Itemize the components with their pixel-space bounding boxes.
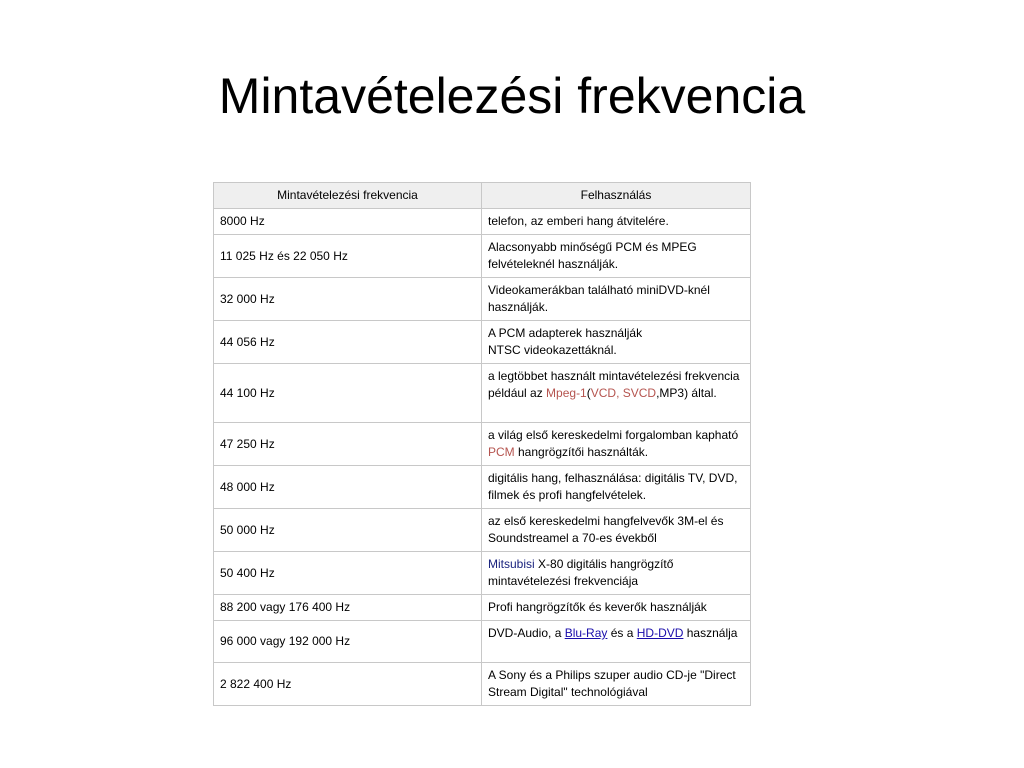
table-row — [214, 466, 751, 509]
usage-text: A PCM adapterek használják — [488, 326, 643, 340]
frequency-cell: 48 000 Hz — [214, 466, 482, 509]
table-row — [214, 423, 751, 466]
usage-text: Alacsonyabb minőségű PCM és MPEG felvételeknél használják. — [488, 240, 697, 271]
usage-text: hangrögzítői használták. — [514, 445, 649, 459]
usage-text: a legtöbbet használt mintavételezési frekvencia például az — [488, 369, 740, 400]
link[interactable]: VCD, SVCD — [590, 386, 657, 400]
usage-cell — [482, 509, 751, 552]
usage-cell — [482, 278, 751, 321]
usage-text: DVD-Audio, a — [488, 626, 565, 640]
table-row — [214, 595, 751, 621]
frequency-cell: 2 822 400 Hz — [214, 663, 482, 706]
frequency-cell: 8000 Hz — [214, 209, 482, 235]
usage-text: az első kereskedelmi hangfelvevők 3M-el és Soundstreamel a 70-es évekből — [488, 514, 724, 545]
usage-text: és a — [607, 626, 637, 640]
link[interactable]: HD-DVD — [636, 626, 684, 640]
frequency-cell: 11 025 Hz és 22 050 Hz — [214, 235, 482, 278]
frequency-cell: 50 400 Hz — [214, 552, 482, 595]
usage-text: A Sony és a Philips szuper audio CD-je "Direct Stream Digital" technológiával — [488, 668, 736, 699]
usage-cell — [482, 321, 751, 364]
usage-text: Profi hangrögzítők és keverők használják — [488, 600, 707, 614]
frequency-cell: 50 000 Hz — [214, 509, 482, 552]
usage-text: NTSC videokazettáknál. — [488, 343, 617, 357]
usage-cell — [482, 235, 751, 278]
usage-cell — [482, 209, 751, 235]
table-body — [214, 209, 751, 706]
usage-cell — [482, 466, 751, 509]
link[interactable]: Blu-Ray — [564, 626, 608, 640]
frequency-cell: 44 056 Hz — [214, 321, 482, 364]
header-usage: Felhasználás — [482, 183, 751, 209]
usage-cell — [482, 621, 751, 663]
frequency-cell: 96 000 vagy 192 000 Hz — [214, 621, 482, 663]
slide-title: Mintavételezési frekvencia — [218, 68, 806, 124]
link[interactable]: Mpeg-1 — [546, 386, 587, 400]
usage-text: a világ első kereskedelmi forgalomban kapható — [488, 428, 739, 442]
frequency-cell: 47 250 Hz — [214, 423, 482, 466]
usage-cell — [482, 423, 751, 466]
table-row — [214, 321, 751, 364]
table-header-row — [214, 183, 751, 209]
usage-text: digitális hang, felhasználása: digitális TV, DVD, filmek és profi hangfelvételek. — [488, 471, 738, 502]
table-row — [214, 552, 751, 595]
usage-cell — [482, 663, 751, 706]
frequency-cell: 44 100 Hz — [214, 364, 482, 423]
frequency-cell: 88 200 vagy 176 400 Hz — [214, 595, 482, 621]
highlighted-text: Mitsubisi — [488, 557, 535, 571]
usage-text: ( — [586, 386, 591, 400]
table-row — [214, 663, 751, 706]
usage-text: telefon, az emberi hang átvitelére. — [488, 214, 669, 228]
table-row — [214, 235, 751, 278]
table-row — [214, 364, 751, 423]
usage-text: használja — [683, 626, 738, 640]
table-row — [214, 209, 751, 235]
usage-text: Videokamerákban található miniDVD-knél használják. — [488, 283, 710, 314]
header-frequency: Mintavételezési frekvencia — [214, 183, 482, 209]
frequency-cell: 32 000 Hz — [214, 278, 482, 321]
usage-cell — [482, 595, 751, 621]
usage-text: ,MP3) által. — [656, 386, 717, 400]
table-row — [214, 621, 751, 663]
table-row — [214, 509, 751, 552]
usage-cell — [482, 364, 751, 423]
link[interactable]: PCM — [488, 445, 515, 459]
usage-cell — [482, 552, 751, 595]
sampling-frequency-table — [213, 182, 751, 706]
table-row — [214, 278, 751, 321]
usage-text: X-80 digitális hangrögzítő mintavételezési frekvenciája — [488, 557, 674, 588]
